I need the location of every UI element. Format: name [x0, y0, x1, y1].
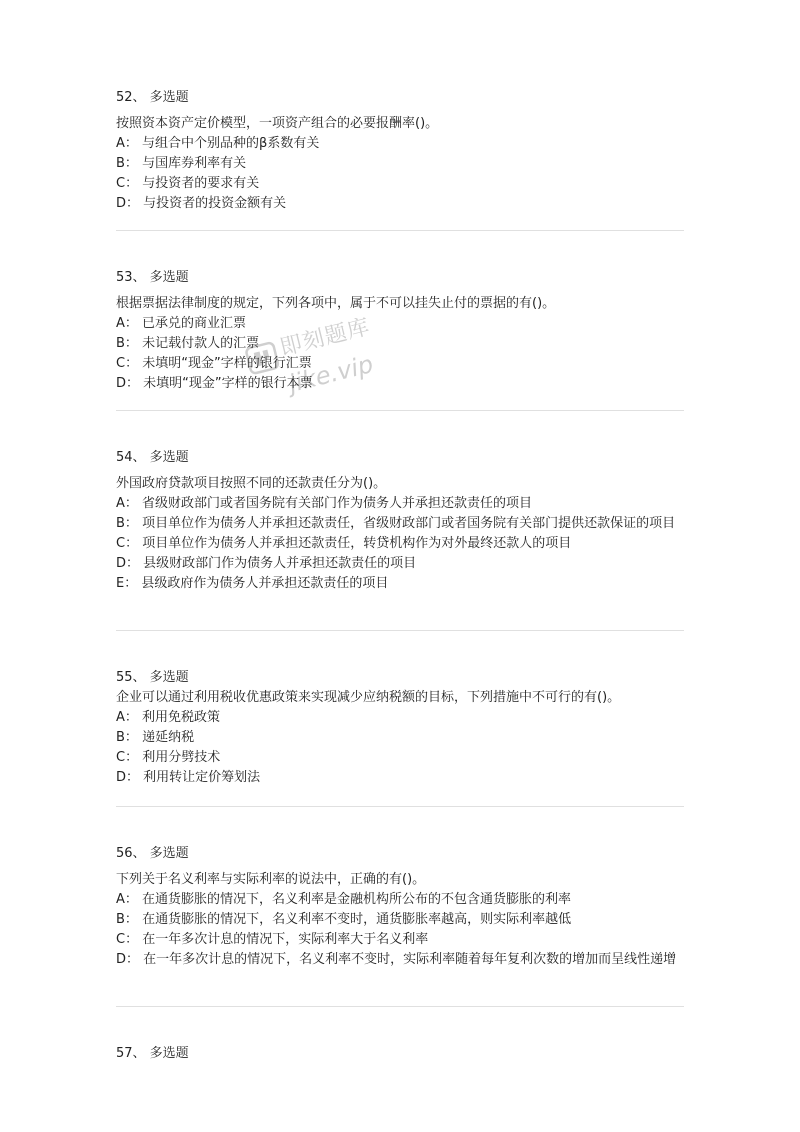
option-text: 与组合中个别品种的β系数有关	[142, 136, 320, 151]
option-text: 项目单位作为债务人并承担还款责任，省级财政部门或者国务院有关部门提供还款保证的项目	[142, 516, 676, 531]
option-text: 与国库券利率有关	[142, 156, 247, 171]
option-d	[116, 194, 688, 214]
option-text: 已承兑的商业汇票	[142, 316, 247, 331]
option-label: B：	[116, 156, 138, 171]
option-label: C：	[116, 356, 139, 371]
option-label: D：	[116, 376, 140, 391]
question-53	[116, 268, 688, 394]
question-header: 54、 多选题	[116, 450, 189, 465]
option-a	[116, 494, 688, 514]
option-e	[116, 574, 688, 594]
question-header: 55、 多选题	[116, 670, 189, 685]
option-b	[116, 514, 688, 534]
option-label: B：	[116, 912, 138, 927]
question-55	[116, 668, 688, 788]
option-label: C：	[116, 750, 139, 765]
question-header: 56、 多选题	[116, 846, 189, 861]
question-header: 57、 多选题	[116, 1046, 189, 1061]
question-header: 53、 多选题	[116, 270, 189, 285]
option-text: 省级财政部门或者国务院有关部门作为债务人并承担还款责任的项目	[142, 496, 533, 511]
option-c	[116, 534, 688, 554]
option-text: 与投资者的要求有关	[142, 176, 260, 191]
option-b	[116, 334, 688, 354]
question-divider	[116, 410, 684, 411]
question-stem: 外国政府贷款项目按照不同的还款责任分为()。	[116, 476, 387, 491]
option-label: A：	[116, 136, 138, 151]
question-52	[116, 88, 688, 214]
question-divider	[116, 806, 684, 807]
option-label: A：	[116, 316, 138, 331]
option-text: 未填明“现金”字样的银行汇票	[142, 356, 312, 371]
question-divider	[116, 1006, 684, 1007]
option-text: 在一年多次计息的情况下，实际利率大于名义利率	[142, 932, 429, 947]
option-label: B：	[116, 516, 138, 531]
option-text: 递延纳税	[142, 730, 195, 745]
question-stem: 按照资本资产定价模型，一项资产组合的必要报酬率()。	[116, 116, 439, 131]
watermark-domain-text: jike.vip	[285, 349, 376, 398]
option-text: 项目单位作为债务人并承担还款责任，转贷机构作为对外最终还款人的项目	[142, 536, 572, 551]
option-b	[116, 154, 688, 174]
option-c	[116, 930, 688, 950]
option-a	[116, 134, 688, 154]
option-text: 县级政府作为债务人并承担还款责任的项目	[141, 576, 389, 591]
option-text: 利用免税政策	[142, 710, 221, 725]
option-a	[116, 890, 688, 910]
option-label: D：	[116, 952, 140, 967]
question-56	[116, 844, 688, 970]
question-57	[116, 1044, 688, 1070]
option-label: B：	[116, 336, 138, 351]
option-b	[116, 910, 688, 930]
option-label: E：	[116, 576, 138, 591]
question-header: 52、 多选题	[116, 90, 189, 105]
question-divider	[116, 630, 684, 631]
option-b	[116, 728, 688, 748]
option-label: A：	[116, 892, 138, 907]
option-text: 在通货膨胀的情况下，名义利率是金融机构所公布的不包含通货膨胀的利率	[142, 892, 572, 907]
option-d	[116, 950, 688, 970]
option-c	[116, 174, 688, 194]
option-c	[116, 354, 688, 374]
option-label: A：	[116, 496, 138, 511]
option-label: D：	[116, 770, 140, 785]
option-label: C：	[116, 536, 139, 551]
option-a	[116, 314, 688, 334]
option-text: 在通货膨胀的情况下，名义利率不变时，通货膨胀率越高，则实际利率越低	[142, 912, 572, 927]
question-stem: 企业可以通过利用税收优惠政策来实现减少应纳税额的目标，下列措施中不可行的有()。	[116, 690, 621, 705]
option-text: 未填明“现金”字样的银行本票	[143, 376, 313, 391]
question-stem: 根据票据法律制度的规定，下列各项中，属于不可以挂失止付的票据的有()。	[116, 296, 556, 311]
option-label: A：	[116, 710, 138, 725]
option-label: C：	[116, 176, 139, 191]
question-divider	[116, 230, 684, 231]
question-54	[116, 448, 688, 594]
question-stem: 下列关于名义利率与实际利率的说法中，正确的有()。	[116, 872, 426, 887]
option-d	[116, 554, 688, 574]
option-label: C：	[116, 932, 139, 947]
option-text: 在一年多次计息的情况下，名义利率不变时，实际利率随着每年复利次数的增加而呈线性递增	[143, 952, 677, 967]
option-d	[116, 768, 688, 788]
option-text: 县级财政部门作为债务人并承担还款责任的项目	[143, 556, 417, 571]
option-text: 未记载付款人的汇票	[142, 336, 260, 351]
watermark-brand-text: 即刻题库	[277, 314, 373, 362]
option-text: 与投资者的投资金额有关	[143, 196, 287, 211]
option-label: D：	[116, 196, 140, 211]
option-text: 利用转让定价筹划法	[143, 770, 261, 785]
option-a	[116, 708, 688, 728]
option-d	[116, 374, 688, 394]
option-label: D：	[116, 556, 140, 571]
option-c	[116, 748, 688, 768]
option-text: 利用分劈技术	[142, 750, 221, 765]
option-label: B：	[116, 730, 138, 745]
